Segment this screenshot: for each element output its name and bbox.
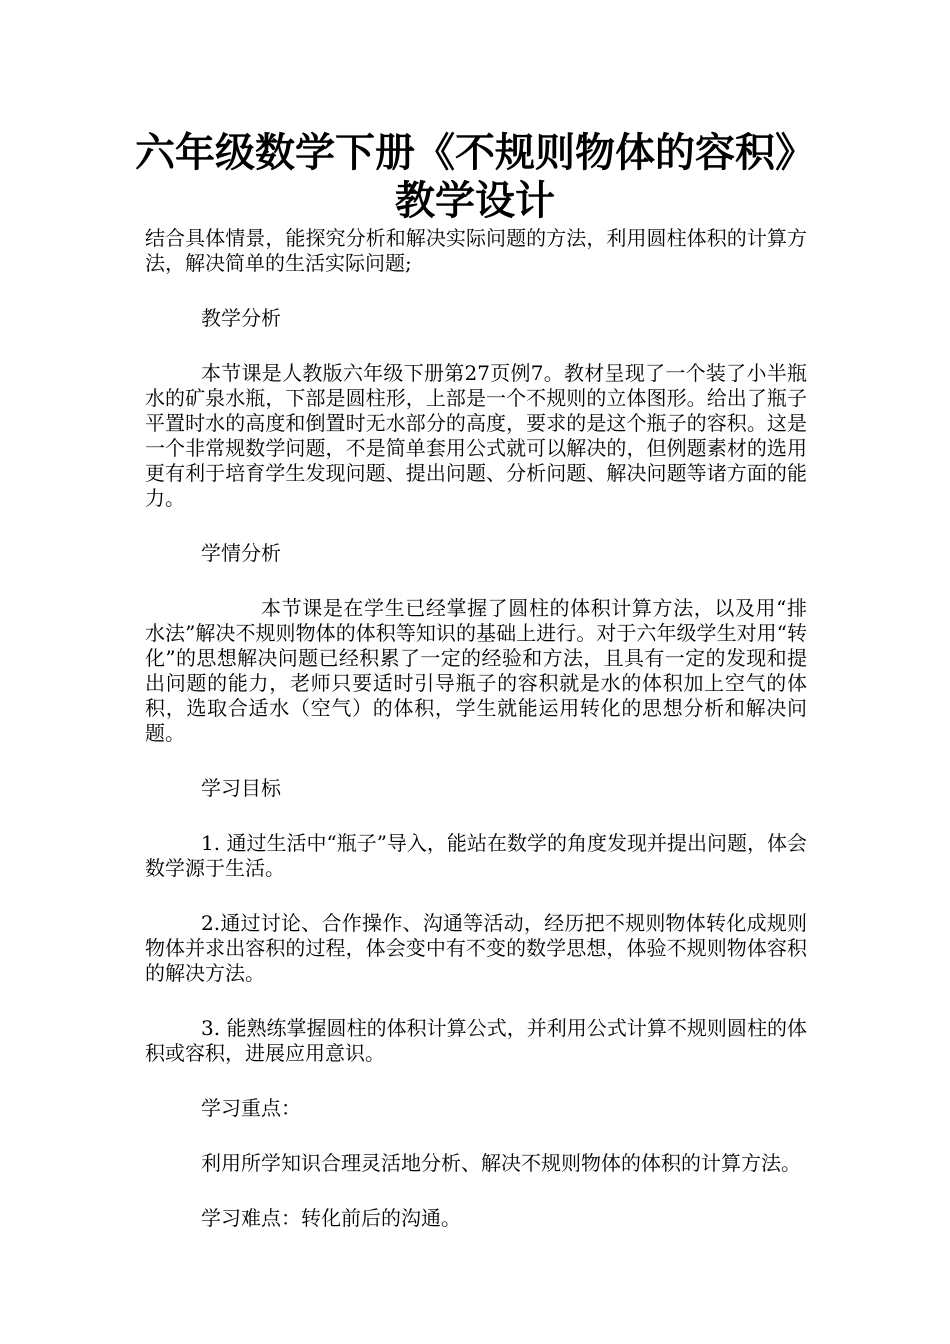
section-heading-learning-goals: 学习目标	[201, 776, 281, 800]
section-heading-key-points: 学习重点：	[201, 1096, 301, 1120]
document-title-line-2: 教学设计	[395, 178, 555, 224]
learning-goal-2: 2.通过讨论、合作操作、沟通等活动，经历把不规则物体转化成规则物体并求出容积的过程，体会变中有不变的数学思想，体验不规则物体容积的解决方法。	[145, 911, 807, 985]
student-analysis-paragraph: 本节课是在学生已经掌握了圆柱的体积计算方法，以及用“排水法”解决不规则物体的体积等知识的基础上进行。对于六年级学生对用“转化”的思想解决问题已经积累了一定的经验和方法，且具有一定的发现和提出问题的能力，老师只要适时引导瓶子的容积就是水的体积加上空气的体积，选取合适水（空气）的体积，学生就能运用转化的思想分析和解决问题。	[145, 596, 807, 745]
teaching-analysis-paragraph: 本节课是人教版六年级下册第27页例7。教材呈现了一个装了小半瓶水的矿泉水瓶，下部是圆柱形，上部是一个不规则的立体图形。给出了瓶子平置时水的高度和倒置时无水部分的高度，要求的是这个瓶子的容积。这是一个非常规数学问题，不是简单套用公式就可以解决的，但例题素材的选用更有利于培育学生发现问题、提出问题、分析问题、解决问题等诸方面的能力。	[145, 361, 807, 510]
document-title-line-1: 六年级数学下册《不规则物体的容积》	[135, 130, 815, 176]
intro-paragraph: 结合具体情景，能探究分析和解决实际问题的方法，利用圆柱体积的计算方法，解决简单的生活实际问题;	[145, 226, 807, 275]
learning-goal-3: 3. 能熟练掌握圆柱的体积计算公式，并利用公式计算不规则圆柱的体积或容积，进展应用意识。	[145, 1016, 807, 1065]
difficulty-paragraph: 学习难点：转化前后的沟通。	[201, 1206, 461, 1230]
section-heading-teaching-analysis: 教学分析	[201, 306, 281, 330]
document-body	[145, 226, 807, 1261]
section-heading-student-analysis: 学情分析	[201, 541, 281, 565]
learning-goal-1: 1. 通过生活中“瓶子”导入，能站在数学的角度发现并提出问题，体会数学源于生活。	[145, 831, 807, 880]
key-points-paragraph: 利用所学知识合理灵活地分析、解决不规则物体的体积的计算方法。	[201, 1151, 801, 1175]
